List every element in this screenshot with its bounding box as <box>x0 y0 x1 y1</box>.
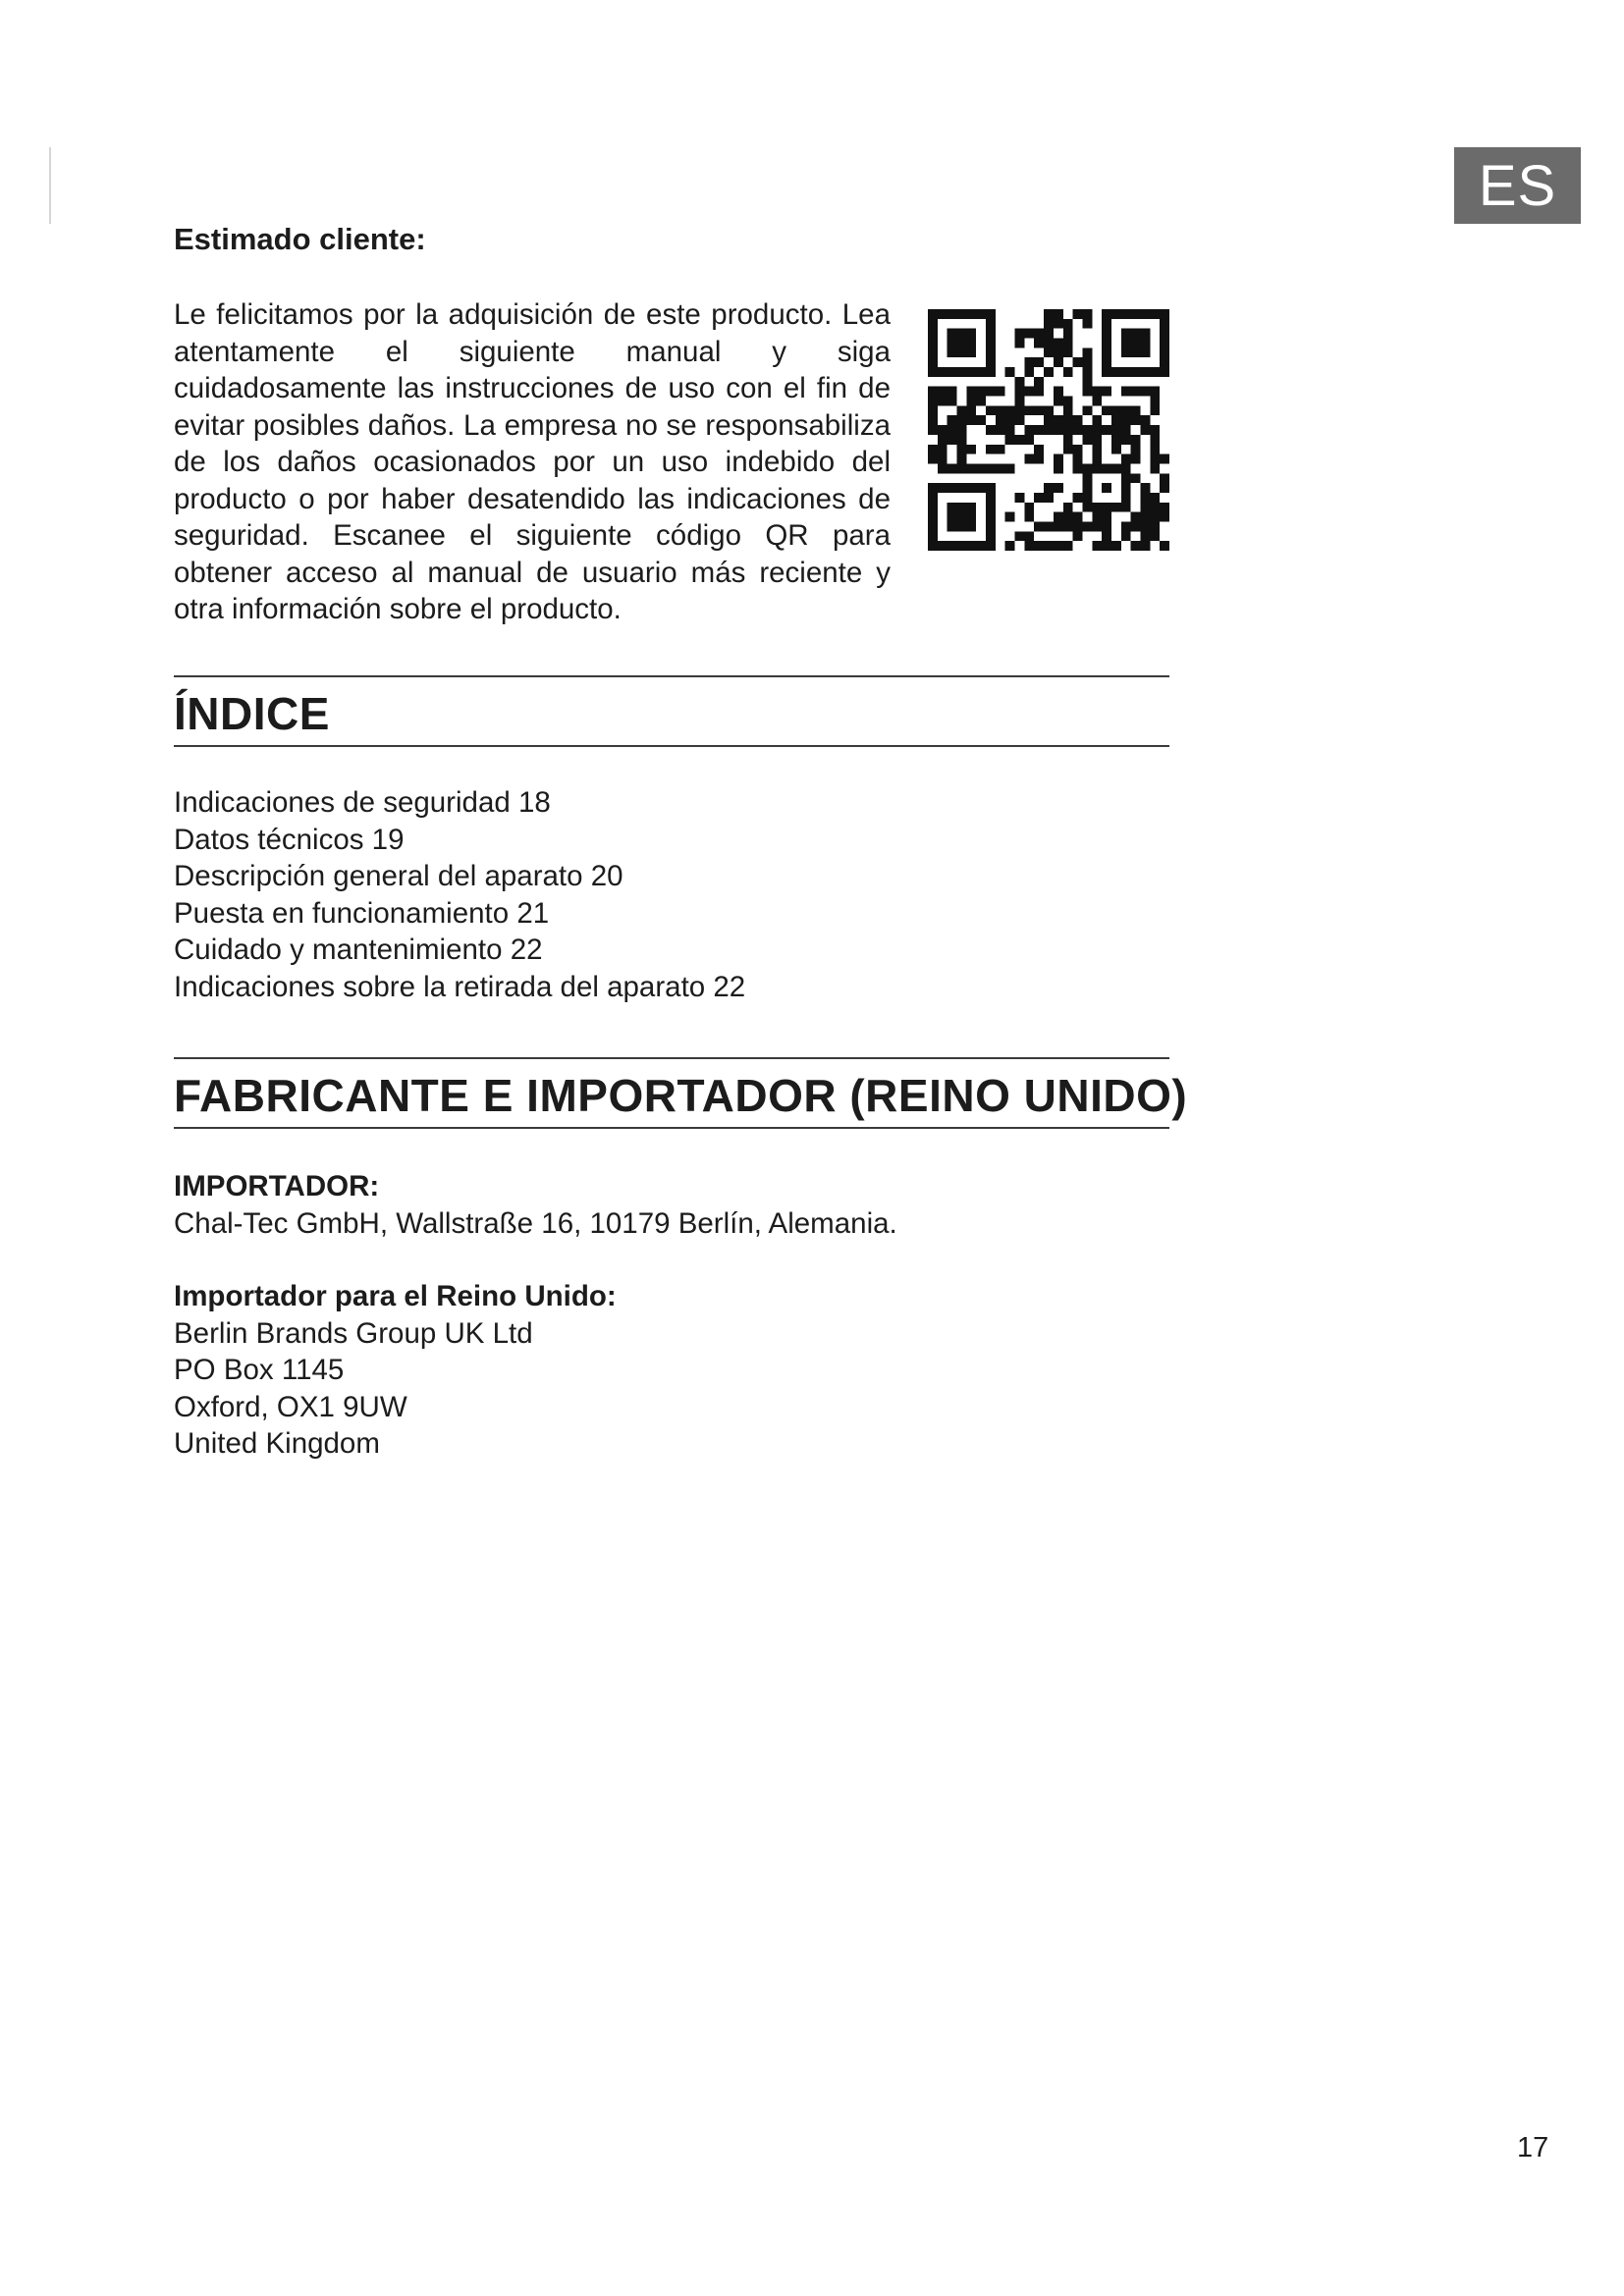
manufacturer-title: FABRICANTE E IMPORTADOR (REINO UNIDO) <box>174 1070 1188 1121</box>
index-bottom-rule <box>174 745 1169 747</box>
toc-item-setup: Puesta en funcionamiento 21 <box>174 896 550 930</box>
importer-block <box>174 1168 897 1242</box>
manufacturer-top-rule <box>174 1057 1169 1059</box>
uk-importer-line: Berlin Brands Group UK Ltd <box>174 1316 533 1350</box>
greeting-heading: Estimado cliente: <box>174 222 426 256</box>
toc-item-disposal: Indicaciones sobre la retirada del aparato 22 <box>174 970 746 1003</box>
page-number: 17 <box>1517 2132 1549 2163</box>
index-title: ÍNDICE <box>174 688 330 739</box>
uk-importer-label: Importador para el Reino Unido: <box>174 1280 617 1312</box>
qr-code-icon[interactable] <box>928 309 1169 551</box>
language-badge: ES <box>1454 147 1581 224</box>
table-of-contents <box>174 784 745 1005</box>
manufacturer-bottom-rule <box>174 1127 1169 1129</box>
toc-item-care: Cuidado y mantenimiento 22 <box>174 934 543 966</box>
uk-importer-line: United Kingdom <box>174 1427 380 1460</box>
importer-label: IMPORTADOR: <box>174 1170 380 1202</box>
page-edge-mark <box>49 147 51 224</box>
toc-item-safety: Indicaciones de seguridad 18 <box>174 786 551 819</box>
toc-item-device-overview: Descripción general del aparato 20 <box>174 860 623 892</box>
uk-importer-block <box>174 1278 617 1463</box>
uk-importer-line: Oxford, OX1 9UW <box>174 1390 407 1423</box>
toc-item-technical-data: Datos técnicos 19 <box>174 823 405 856</box>
intro-paragraph: Le felicitamos por la adquisición de este producto. Lea atentamente el siguiente manual y siga cuidadosamente las instrucciones de uso con el fin de evitar posibles daños. La empresa no se responsabiliza de los daños ocasionados por un uso indebido del producto o por haber desatendido las indicaciones de seguridad. Escanee el siguiente código QR para obtener acceso al manual de usuario más reciente y otra información sobre el producto. <box>174 298 891 625</box>
index-top-rule <box>174 675 1169 677</box>
importer-address: Chal-Tec GmbH, Wallstraße 16, 10179 Berlín, Alemania. <box>174 1206 897 1240</box>
uk-importer-line: PO Box 1145 <box>174 1354 345 1386</box>
